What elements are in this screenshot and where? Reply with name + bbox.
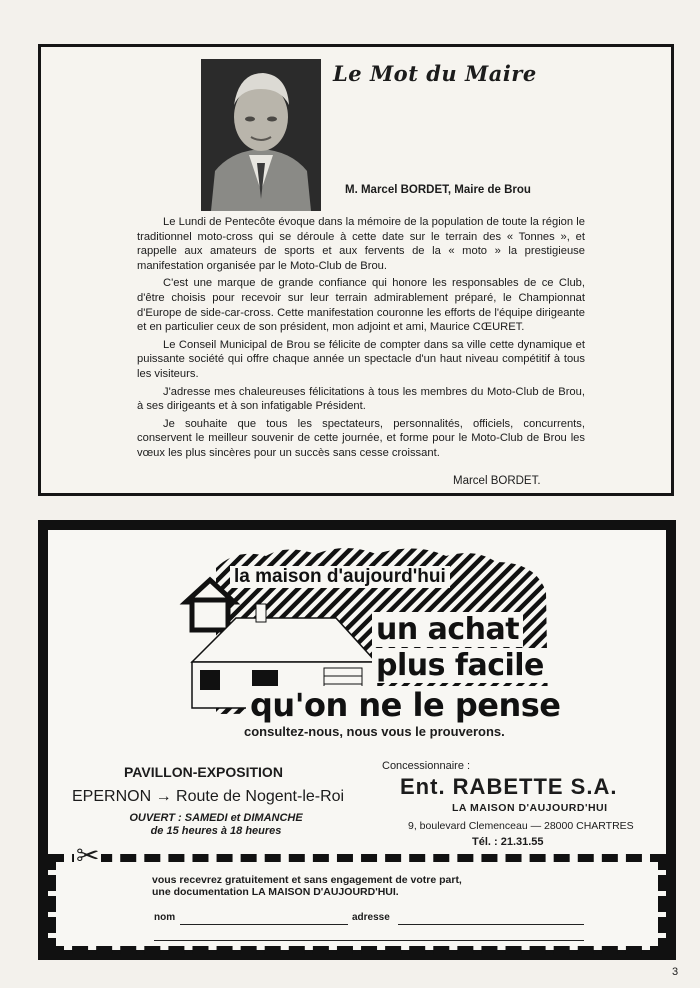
letter-paragraph: C'est une marque de grande confiance qui honore les responsables de ce Club, d'être choisis pour recevoir sur leur terrain admirablement préparé, le Championnat d'Europe de side-car-cross. Cette manifestation couronne les efforts de l'équipe dirigeante et en particulier ceux de son président, mon adjoint et ami, Maurice CŒURET. <box>137 277 585 334</box>
letter-paragraph: J'adresse mes chaleureuses félicitations à tous les membres du Moto-Club de Brou, à ses dirigeants et à son infatigable Président. <box>137 385 585 413</box>
coupon-address-field-2[interactable] <box>154 940 584 941</box>
mayor-letter <box>137 215 585 464</box>
mayor-portrait <box>201 59 321 211</box>
coupon-name-label: nom <box>154 912 176 923</box>
coupon-address-field[interactable] <box>398 924 584 925</box>
coupon-address-label: adresse <box>352 912 390 923</box>
pavilion-hours <box>110 812 322 838</box>
pavilion-title: PAVILLON-EXPOSITION <box>124 764 283 780</box>
advertisement <box>38 520 676 960</box>
dealer-phone: Tél. : 21.31.55 <box>472 836 544 848</box>
coupon-text-line1: vous recevrez gratuitement et sans engagement de votre part, <box>152 874 462 886</box>
coupon-name-field[interactable] <box>180 924 348 925</box>
dealer-address: 9, boulevard Clemenceau — 28000 CHARTRES <box>408 820 634 832</box>
coupon-text-line2: une documentation LA MAISON D'AUJOURD'HUI. <box>152 886 399 898</box>
ad-subline: consultez-nous, nous vous le prouverons. <box>244 724 505 739</box>
page-number: 3 <box>672 966 679 978</box>
letter-paragraph: Je souhaite que tous les spectateurs, personnalités, officiels, concurrents, conservent le meilleur souvenir de cette journée, et forme pour le Moto-Club de Brou les vœux les plus sincères pour un succès sans cesse croissant. <box>137 417 585 459</box>
ad-brand: la maison d'aujourd'hui <box>230 566 450 588</box>
mayor-message-box <box>38 44 674 496</box>
ad-headline-3: qu'on ne le pense <box>246 686 564 724</box>
dealer-name: Ent. RABETTE S.A. <box>400 774 618 799</box>
pavilion-hours-line2: de 15 heures à 18 heures <box>150 825 282 837</box>
pavilion-hours-line1: OUVERT : SAMEDI et DIMANCHE <box>129 812 303 824</box>
dealer-subtitle: LA MAISON D'AUJOURD'HUI <box>452 802 608 814</box>
mayor-caption: M. Marcel BORDET, Maire de Brou <box>345 184 531 196</box>
ad-headline-1: un achat <box>372 612 523 647</box>
mayor-signature: Marcel BORDET. <box>453 475 541 487</box>
dealer-label: Concessionnaire : <box>382 760 471 772</box>
letter-paragraph: Le Conseil Municipal de Brou se félicite de compter dans sa ville cette dynamique et puissante société qui offre chaque année un spectacle d'un haut niveau compétitif à tous les visiteurs. <box>137 338 585 380</box>
scissors-icon: ✂ <box>76 840 100 871</box>
mayor-title: Le Mot du Maire <box>333 61 537 86</box>
ad-headline-2: plus facile <box>372 648 548 683</box>
letter-paragraph: Le Lundi de Pentecôte évoque dans la mémoire de la population de toute la région le traditionnel moto-cross qui se déroule à cette date sur le terrain des « Tonnes », et rappelle aux amateurs de sports et aux fervents de la « moto » la prestigieuse manifestation organisée par le Moto-Club de Brou. <box>137 216 585 272</box>
pavilion-route: EPERNON → Route de Nogent-le-Roi <box>72 788 345 805</box>
coupon-text <box>152 874 462 898</box>
